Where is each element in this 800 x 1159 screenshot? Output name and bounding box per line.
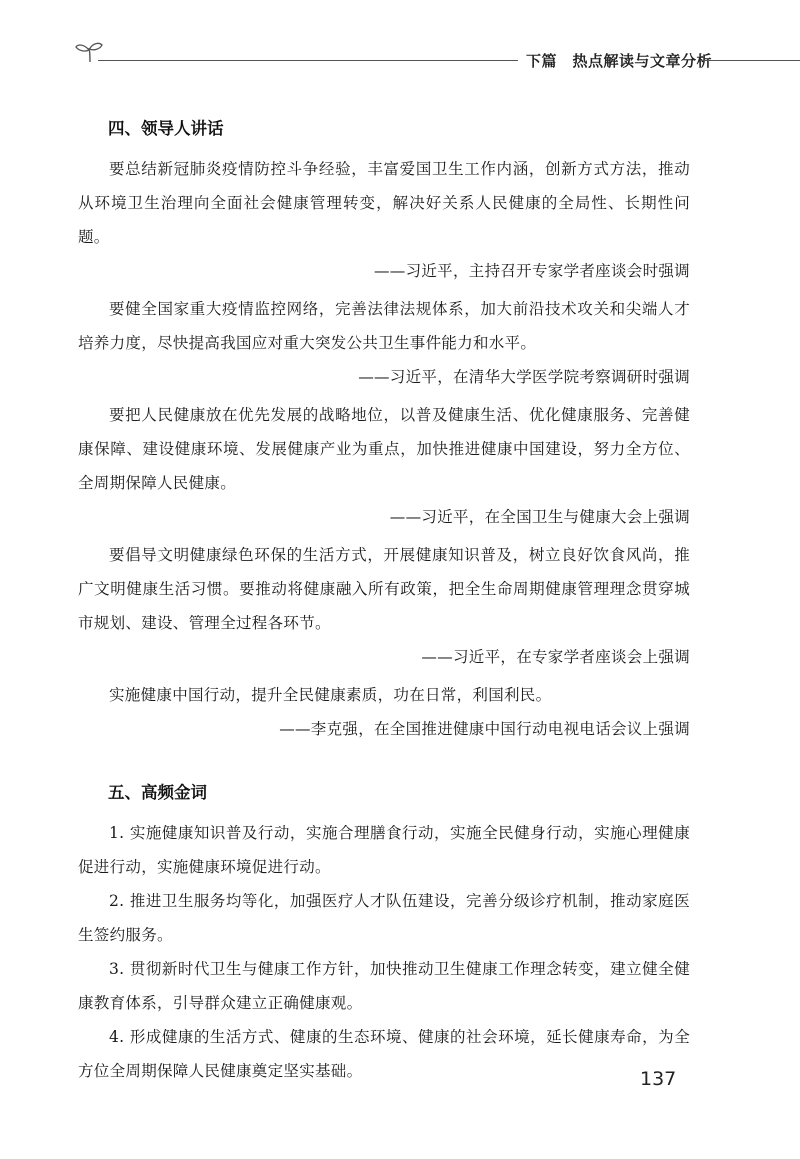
running-header [70,38,800,78]
quote-paragraph: 要总结新冠肺炎疫情防控斗争经验，丰富爱国卫生工作内涵，创新方式方法，推动从环境卫生治理向全面社会健康管理转变，解决好关系人民健康的全局性、长期性问题。 [78,160,690,246]
section-heading-key-phrases: 五、高频金词 [108,783,207,802]
header-rule-right [700,60,800,61]
header-rule-left [98,60,518,61]
quote-attribution: ——习近平，主持召开专家学者座谈会时强调 [373,262,690,280]
key-phrase-item: 2. 推进卫生服务均等化，加强医疗人才队伍建设，完善分级诊疗机制，推动家庭医生签约服务。 [78,892,690,944]
key-phrase-item: 4. 形成健康的生活方式、健康的生态环境、健康的社会环境，延长健康寿命，为全方位全周期保障人民健康奠定坚实基础。 [78,1028,690,1080]
quote-paragraph: 要倡导文明健康绿色环保的生活方式，开展健康知识普及，树立良好饮食风尚，推广文明健康生活习惯。要推动将健康融入所有政策，把全生命周期健康管理理念贯穿城市规划、建设、管理全过程各环节。 [78,546,690,632]
quote-paragraph: 要把人民健康放在优先发展的战略地位，以普及健康生活、优化健康服务、完善健康保障、建设健康环境、发展健康产业为重点，加快推进健康中国建设，努力全方位、全周期保障人民健康。 [78,406,690,492]
quote-attribution: ——习近平，在全国卫生与健康大会上强调 [389,508,690,526]
page-number: 137 [640,1068,677,1090]
quote-attribution: ——习近平，在清华大学医学院考察调研时强调 [358,368,690,386]
key-phrase-item: 1. 实施健康知识普及行动，实施合理膳食行动，实施全民健身行动，实施心理健康促进行动，实施健康环境促进行动。 [78,824,690,876]
section-heading-leaders-speech: 四、领导人讲话 [108,119,224,138]
quote-attribution: ——习近平，在专家学者座谈会上强调 [421,648,690,666]
section-spacer [78,750,690,772]
page-content [78,108,690,1088]
quote-attribution: ——李克强，在全国推进健康中国行动电视电话会议上强调 [279,720,690,738]
quote-paragraph: 实施健康中国行动，提升全民健康素质，功在日常，利国利民。 [109,686,552,704]
key-phrase-item: 3. 贯彻新时代卫生与健康工作方针，加快推动卫生健康工作理念转变，建立健全健康教育体系，引导群众建立正确健康观。 [78,960,690,1012]
header-title: 下篇 热点解读与文章分析 [526,52,713,70]
quote-paragraph: 要健全国家重大疫情监控网络，完善法律法规体系，加大前沿技术攻关和尖端人才培养力度，尽快提高我国应对重大突发公共卫生事件能力和水平。 [78,300,690,352]
